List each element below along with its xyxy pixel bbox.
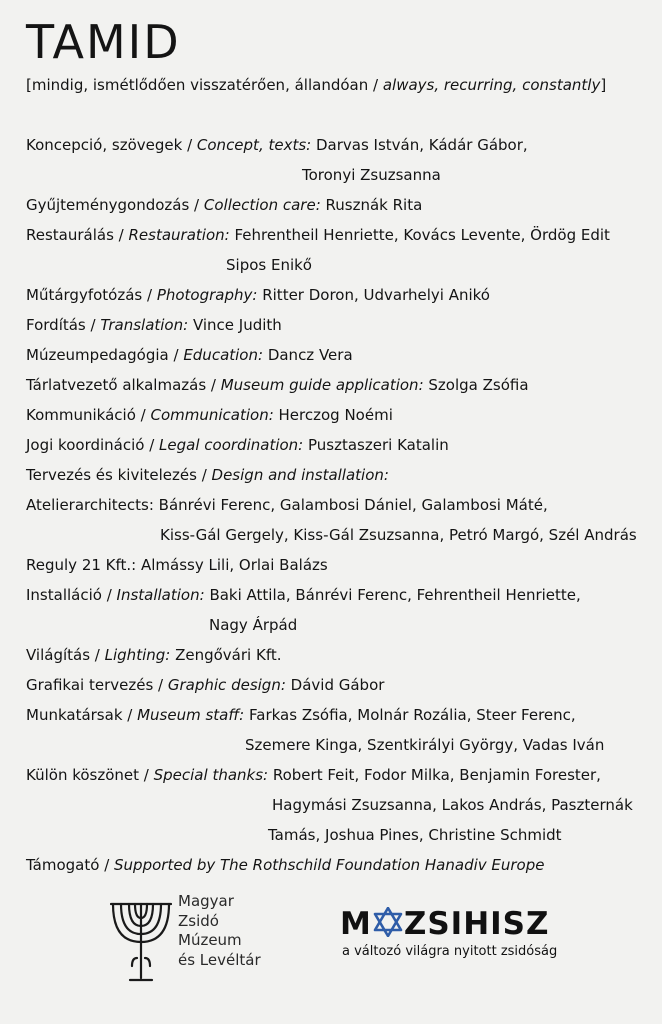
credit-role-en: Photography: <box>156 286 258 304</box>
credit-translation <box>26 314 652 344</box>
credit-role-en: Education: <box>183 346 264 364</box>
credit-names: Pusztaszeri Katalin <box>303 436 449 454</box>
credit-role-hu: Műtárgyfotózás / <box>26 286 157 304</box>
credit-continuation: Sipos Enikő <box>226 256 312 274</box>
subtitle-en: always, recurring, constantly <box>382 76 601 94</box>
credit-role-hu: Világítás / <box>26 646 105 664</box>
credit-special-thanks <box>26 764 652 794</box>
credit-installation <box>26 584 652 614</box>
credit-photography <box>26 284 652 314</box>
credit-restauration <box>26 224 652 254</box>
credit-continuation: Szemere Kinga, Szentkirályi György, Vadas Iván <box>245 736 605 754</box>
credit-legal <box>26 434 652 464</box>
credit-role-en: Restauration: <box>128 226 230 244</box>
credit-names: Farkas Zsófia, Molnár Rozália, Steer Ferenc, <box>244 706 576 724</box>
museum-logo <box>110 892 280 992</box>
subtitle <box>26 74 606 96</box>
credit-role-en: Supported by The Rothschild Foundation Hanadiv Europe <box>114 856 545 874</box>
credit-communication <box>26 404 652 434</box>
credit-role-hu: Támogató / <box>26 856 115 874</box>
credit-role-hu: Munkatársak / <box>26 706 138 724</box>
credit-role-hu: Grafikai tervezés / <box>26 676 168 694</box>
credit-collection-care <box>26 194 652 224</box>
credit-names: Herczog Noémi <box>273 406 393 424</box>
credit-role-hu: Külön köszönet / <box>26 766 154 784</box>
wordmark-part: M <box>340 906 372 942</box>
star-of-david-icon <box>373 907 403 937</box>
credit-concept <box>26 134 652 164</box>
credit-lighting <box>26 644 652 674</box>
credit-role-en: Collection care: <box>203 196 321 214</box>
subtitle-close: ] <box>600 76 607 94</box>
credit-role-en: Concept, texts: <box>196 136 312 154</box>
credit-role-hu: Restaurálás / <box>26 226 129 244</box>
credit-role-hu: Tárlatvezető alkalmazás / <box>26 376 221 394</box>
museum-logo-line: Magyar <box>178 892 234 910</box>
museum-logo-text <box>178 892 261 970</box>
credit-supporter <box>26 854 652 884</box>
credit-role-en: Museum staff: <box>137 706 245 724</box>
credit-guide-app <box>26 374 652 404</box>
subtitle-hu: [mindig, ismétlődően visszatérően, állandóan / <box>26 76 383 94</box>
credit-continuation: Toronyi Zsuzsanna <box>302 166 441 184</box>
credit-role-hu: Tervezés és kivitelezés / <box>26 466 212 484</box>
credit-role-en: Museum guide application: <box>220 376 424 394</box>
credit-education <box>26 344 652 374</box>
credit-names: Rusznák Rita <box>320 196 423 214</box>
credit-role-en: Installation: <box>116 586 205 604</box>
credit-role-hu: Múzeumpedagógia / <box>26 346 184 364</box>
credit-role-hu: Installáció / <box>26 586 117 604</box>
credit-names: Robert Feit, Fodor Milka, Benjamin Forester, <box>268 766 601 784</box>
credit-role-en: Graphic design: <box>167 676 286 694</box>
credit-role-en: Special thanks: <box>153 766 269 784</box>
credit-continuation: Tamás, Joshua Pines, Christine Schmidt <box>268 826 562 844</box>
credit-names: Baki Attila, Bánrévi Ferenc, Fehrentheil Henriette, <box>204 586 581 604</box>
credit-role-en: Communication: <box>150 406 274 424</box>
credit-names: Darvas István, Kádár Gábor, <box>311 136 528 154</box>
credit-names: Fehrentheil Henriette, Kovács Levente, Ördög Edit <box>229 226 610 244</box>
museum-logo-line: és Levéltár <box>178 950 261 969</box>
credit-role-en: Lighting: <box>104 646 171 664</box>
credit-design <box>26 464 652 494</box>
credit-graphic-design <box>26 674 652 704</box>
mazsihisz-logo <box>340 906 580 976</box>
credit-reguly: Reguly 21 Kft.: Almássy Lili, Orlai Balázs <box>26 556 328 574</box>
menorah-icon <box>110 898 172 988</box>
credit-atelierarchitects: Atelierarchitects: Bánrévi Ferenc, Galambosi Dániel, Galambosi Máté, <box>26 496 548 514</box>
museum-logo-line: Zsidó <box>178 911 219 930</box>
credit-role-hu: Gyűjteménygondozás / <box>26 196 204 214</box>
credit-role-hu: Kommunikáció / <box>26 406 151 424</box>
credit-role-en: Legal coordination: <box>159 436 304 454</box>
page-title: TAMID <box>26 15 181 69</box>
credit-names: Vince Judith <box>188 316 282 334</box>
credit-names: Szolga Zsófia <box>423 376 529 394</box>
credit-role-hu: Koncepció, szövegek / <box>26 136 197 154</box>
credit-staff <box>26 704 652 734</box>
credit-names: Dávid Gábor <box>285 676 385 694</box>
credit-continuation: Kiss-Gál Gergely, Kiss-Gál Zsuzsanna, Petró Margó, Szél András <box>160 526 637 544</box>
credit-role-hu: Jogi koordináció / <box>26 436 160 454</box>
mazsihisz-wordmark <box>340 906 549 942</box>
credits-list <box>26 134 652 884</box>
credit-names: Dancz Vera <box>263 346 353 364</box>
credit-continuation: Nagy Árpád <box>209 616 298 634</box>
credit-names: Zengővári Kft. <box>170 646 282 664</box>
credit-role-hu: Fordítás / <box>26 316 101 334</box>
mazsihisz-tagline: a változó világra nyitott zsidóság <box>342 944 558 959</box>
credit-names: Ritter Doron, Udvarhelyi Anikó <box>257 286 490 304</box>
credit-role-en: Translation: <box>100 316 189 334</box>
wordmark-part: ZSIHISZ <box>403 906 550 942</box>
credit-role-en: Design and installation: <box>211 466 389 484</box>
museum-logo-line: Múzeum <box>178 931 242 949</box>
credit-continuation: Hagymási Zsuzsanna, Lakos András, Paszternák <box>272 796 633 814</box>
